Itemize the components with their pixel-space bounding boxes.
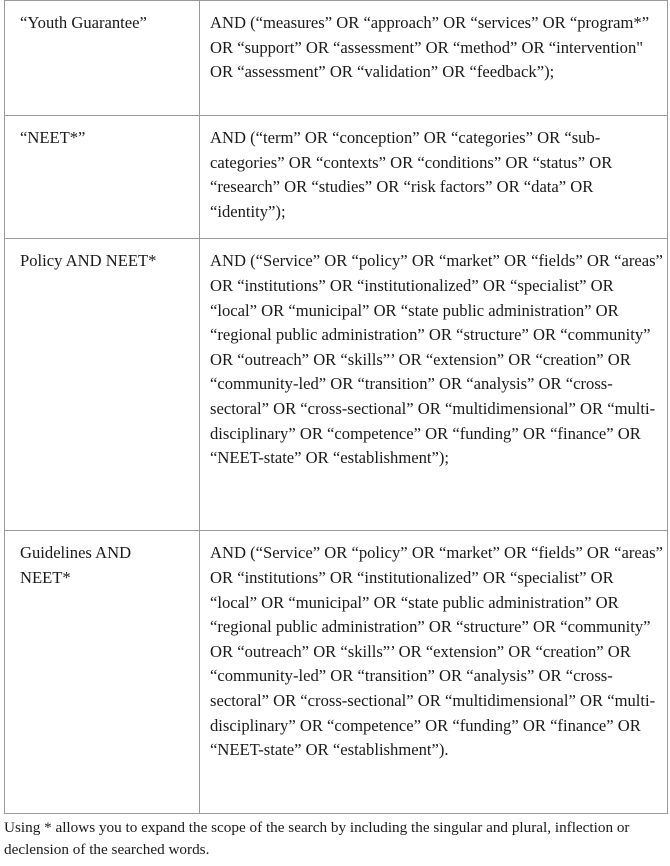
table-row bbox=[5, 116, 668, 239]
search-term-cell: “NEET*” bbox=[5, 116, 200, 239]
search-query-cell: AND (“Service” OR “policy” OR “market” OR “fields” OR “areas” OR “institutions” OR “institutionalized” OR “specialist” OR “local” OR “municipal” OR “state public administration” OR “regional public administration” OR “structure” OR “community” OR “outreach” OR “skills”’ OR “extension” OR “creation” OR “community-led” OR “transition” OR “analysis” OR “cross- sectoral” OR “cross-sectional” OR “multidimensional” OR “multi-disciplinary” OR “competence” OR “funding” OR “finance” OR “NEET-state” OR “establishment”). bbox=[200, 531, 668, 814]
search-term-cell: Guidelines AND NEET* bbox=[5, 531, 200, 814]
table-row bbox=[5, 1, 668, 116]
table-footnote: Using * allows you to expand the scope of the search by including the singular and plural, inflection or declension of the searched words. bbox=[4, 819, 630, 858]
search-terms-table bbox=[4, 0, 668, 814]
search-query-cell: AND (“measures” OR “approach” OR “services” OR “program*” OR “support” OR “assessment” OR “method” OR “intervention" OR “assessment” OR “validation” OR “feedback”); bbox=[200, 1, 668, 116]
table-row bbox=[5, 531, 668, 814]
search-term-cell: Policy AND NEET* bbox=[5, 239, 200, 531]
search-query-cell: AND (“term” OR “conception” OR “categories” OR “sub-categories” OR “contexts” OR “conditions” OR “status” OR “research” OR “studies” OR “risk factors” OR “data” OR “identity”); bbox=[200, 116, 668, 239]
search-query-cell: AND (“Service” OR “policy” OR “market” OR “fields” OR “areas” OR “institutions” OR “institutionalized” OR “specialist” OR “local” OR “municipal” OR “state public administration” OR “regional public administration” OR “structure” OR “community” OR “outreach” OR “skills”’ OR “extension” OR “creation” OR “community-led” OR “transition” OR “analysis” OR “cross- sectoral” OR “cross-sectional” OR “multidimensional” OR “multi-disciplinary” OR “competence” OR “funding” OR “finance” OR “NEET-state” OR “establishment”); bbox=[200, 239, 668, 531]
table-row bbox=[5, 239, 668, 531]
search-term-cell: “Youth Guarantee” bbox=[5, 1, 200, 116]
